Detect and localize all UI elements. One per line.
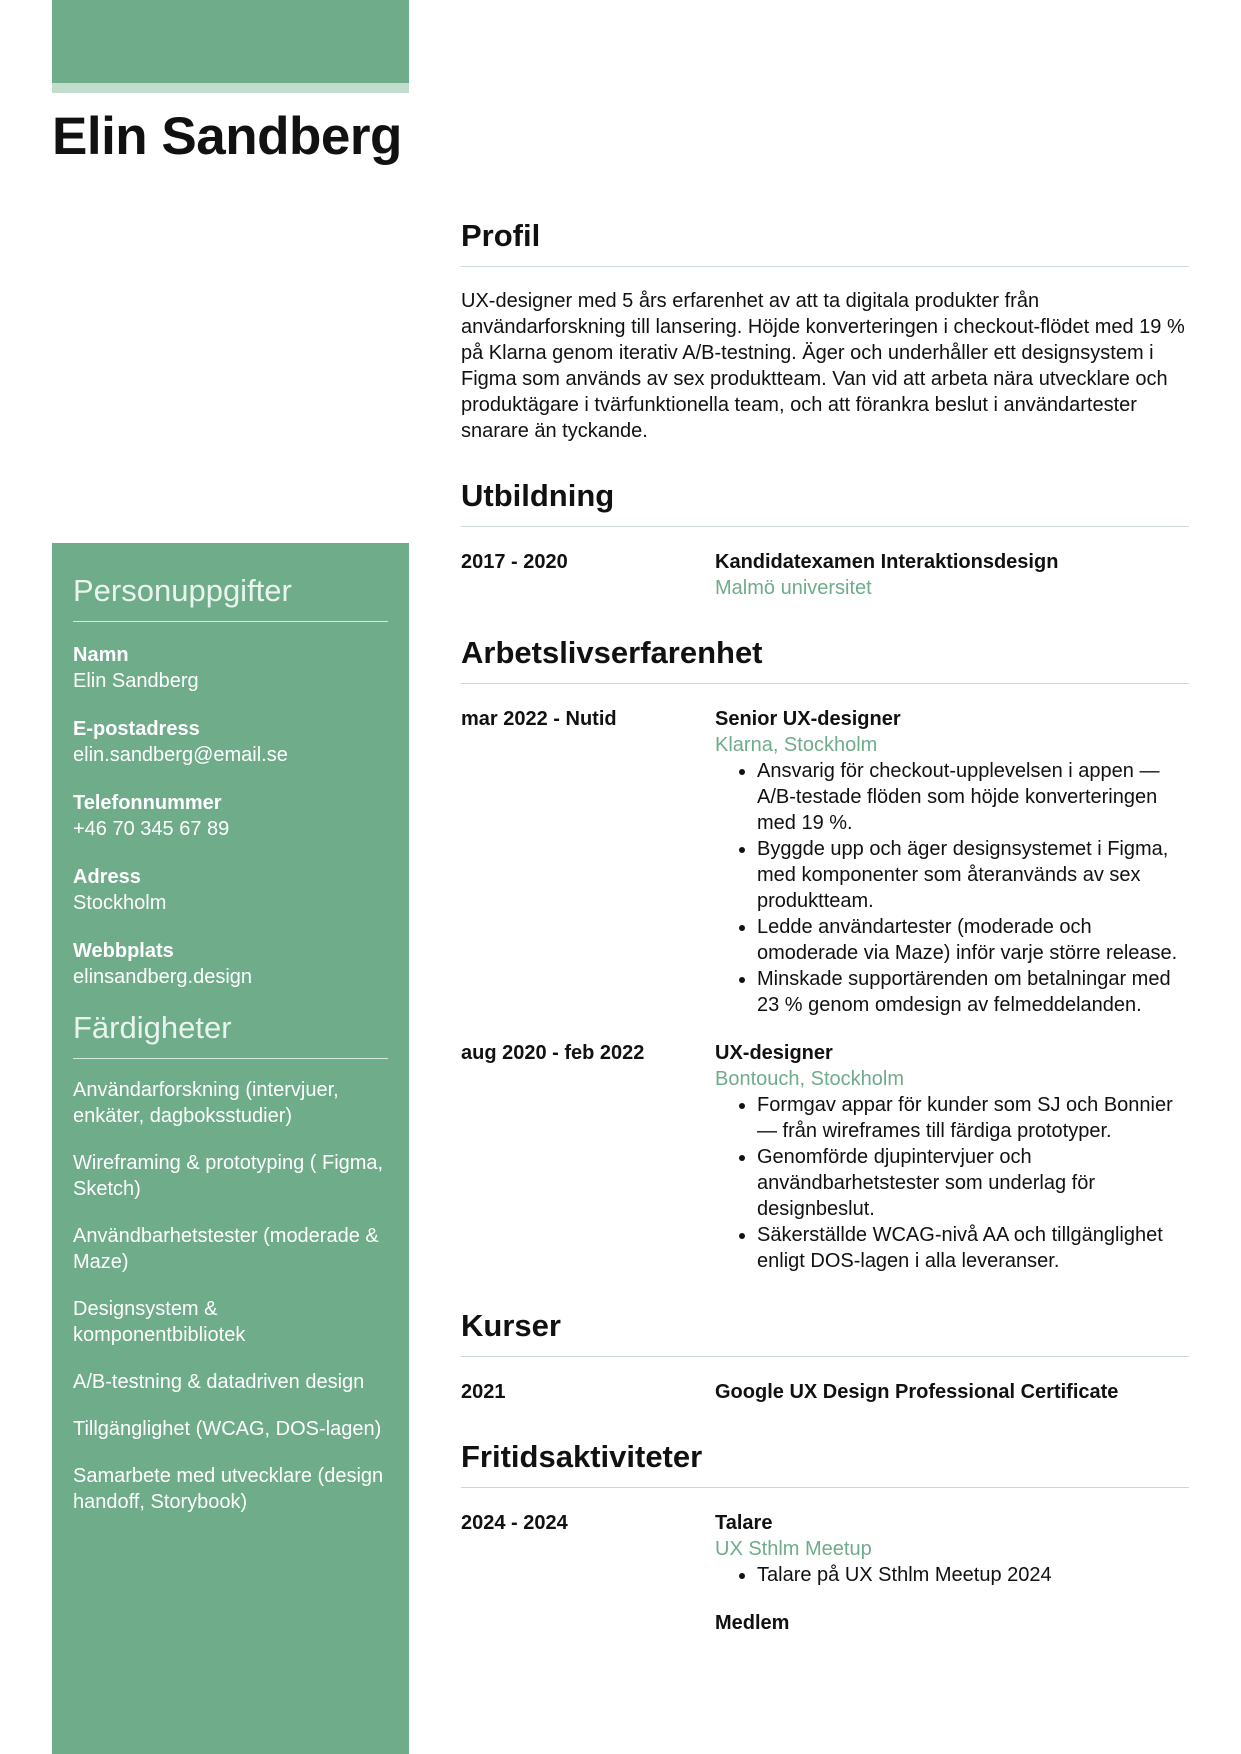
- entry-title: UX-designer: [715, 1042, 833, 1064]
- education-section: [461, 478, 1189, 601]
- sidebar: [52, 543, 409, 1754]
- main-content: [461, 218, 1189, 1636]
- entry-content: [715, 549, 1189, 601]
- experience-entry: [461, 1040, 1189, 1274]
- sidebar-top-block: [52, 0, 409, 83]
- personal-label: E-postadress: [73, 718, 200, 740]
- personal-label: Webbplats: [73, 940, 174, 962]
- personal-value: Stockholm: [73, 892, 167, 914]
- profile-section: [461, 218, 1189, 444]
- section-title: Utbildning: [461, 478, 1189, 527]
- entry-date: 2017 - 2020: [461, 551, 568, 573]
- entry-content: [715, 1510, 1189, 1636]
- personal-item-email: [73, 716, 388, 768]
- entry-date: aug 2020 - feb 2022: [461, 1042, 645, 1064]
- activities-section: [461, 1439, 1189, 1636]
- entry-title: Talare: [715, 1512, 773, 1534]
- entry-title: Google UX Design Professional Certificate: [715, 1381, 1119, 1403]
- personal-value: Elin Sandberg: [73, 670, 199, 692]
- personal-heading: Personuppgifter: [73, 573, 388, 622]
- experience-section: [461, 635, 1189, 1274]
- entry-org: UX Sthlm Meetup: [715, 1538, 872, 1560]
- personal-label: Telefonnummer: [73, 792, 222, 814]
- section-title: Kurser: [461, 1308, 1189, 1357]
- courses-section: [461, 1308, 1189, 1405]
- bullet-item: • Ledde användartester (moderade och omoderade via Maze) inför varje större release.: [757, 914, 1189, 966]
- skill-item: Wireframing & prototyping ( Figma, Sketch): [73, 1152, 384, 1200]
- entry-content: [715, 706, 1189, 1018]
- candidate-name: Elin Sandberg: [52, 107, 402, 166]
- skills-list: [73, 1077, 388, 1515]
- bullet-item: • Ansvarig för checkout-upplevelsen i appen — A/B-testade flöden som höjde konverteringen med 19 %.: [757, 758, 1189, 836]
- personal-item-address: [73, 864, 388, 916]
- bullet-item: • Talare på UX Sthlm Meetup 2024: [757, 1562, 1189, 1588]
- personal-info-list: [73, 642, 388, 990]
- entry-subtitle: Medlem: [715, 1612, 790, 1634]
- skill-item: A/B-testning & datadriven design: [73, 1371, 365, 1393]
- activity-entry: [461, 1510, 1189, 1636]
- education-entry: [461, 549, 1189, 601]
- skill-item: Tillgänglighet (WCAG, DOS-lagen): [73, 1418, 382, 1440]
- personal-value: elinsandberg.design: [73, 966, 253, 988]
- bullet-item: • Formgav appar för kunder som SJ och Bonnier — från wireframes till färdiga prototyper.: [757, 1092, 1189, 1144]
- personal-item-name: [73, 642, 388, 694]
- profile-text: UX-designer med 5 års erfarenhet av att ta digitala produkter från användarforskning till lansering. Höjde konverteringen i checkout-flödet med 19 % på Klarna genom iterativ A/B-testning. Äger och underhåller ett designsystem i Figma som används av sex produktteam. Van vid att arbeta nära utvecklare och produktägare i tvärfunktionella team, och att förankra beslut i användartester snarare än tyckande.: [461, 290, 1185, 442]
- entry-org: Malmö universitet: [715, 577, 872, 599]
- skill-item: Samarbete med utvecklare (design handoff, Storybook): [73, 1465, 384, 1513]
- skill-item: Användarforskning (intervjuer, enkäter, dagboksstudier): [73, 1079, 339, 1127]
- entry-date: mar 2022 - Nutid: [461, 708, 617, 730]
- experience-entry: [461, 706, 1189, 1018]
- bullet-item: • Byggde upp och äger designsystemet i Figma, med komponenter som återanvänds av sex produktteam.: [757, 836, 1189, 914]
- course-entry: [461, 1379, 1189, 1405]
- skills-heading: Färdigheter: [73, 1010, 388, 1059]
- skill-item: Designsystem & komponentbibliotek: [73, 1298, 246, 1346]
- entry-content: [715, 1040, 1189, 1274]
- section-title: Profil: [461, 218, 1189, 267]
- sidebar-top-accent: [52, 83, 409, 93]
- personal-label: Adress: [73, 866, 141, 888]
- entry-content: [715, 1379, 1189, 1405]
- entry-bullets: [715, 1092, 1189, 1274]
- bullet-item: • Säkerställde WCAG-nivå AA och tillgänglighet enligt DOS-lagen i alla leveranser.: [757, 1222, 1189, 1274]
- section-title: Arbetslivserfarenhet: [461, 635, 1189, 684]
- personal-label: Namn: [73, 644, 129, 666]
- entry-org: Klarna, Stockholm: [715, 734, 878, 756]
- entry-title: Kandidatexamen Interaktionsdesign: [715, 551, 1059, 573]
- personal-item-website: [73, 938, 388, 990]
- bullet-item: • Minskade supportärenden om betalningar med 23 % genom omdesign av felmeddelanden.: [757, 966, 1189, 1018]
- personal-value: +46 70 345 67 89: [73, 818, 230, 840]
- entry-bullets: [715, 1562, 1189, 1588]
- entry-bullets: [715, 758, 1189, 1018]
- bullet-item: • Genomförde djupintervjuer och användbarhetstester som underlag för designbeslut.: [757, 1144, 1189, 1222]
- section-title: Fritidsaktiviteter: [461, 1439, 1189, 1488]
- entry-date: 2021: [461, 1381, 506, 1403]
- entry-org: Bontouch, Stockholm: [715, 1068, 904, 1090]
- personal-value: elin.sandberg@email.se: [73, 744, 288, 766]
- entry-title: Senior UX-designer: [715, 708, 901, 730]
- personal-item-phone: [73, 790, 388, 842]
- entry-date: 2024 - 2024: [461, 1512, 568, 1534]
- skill-item: Användbarhetstester (moderade & Maze): [73, 1225, 379, 1273]
